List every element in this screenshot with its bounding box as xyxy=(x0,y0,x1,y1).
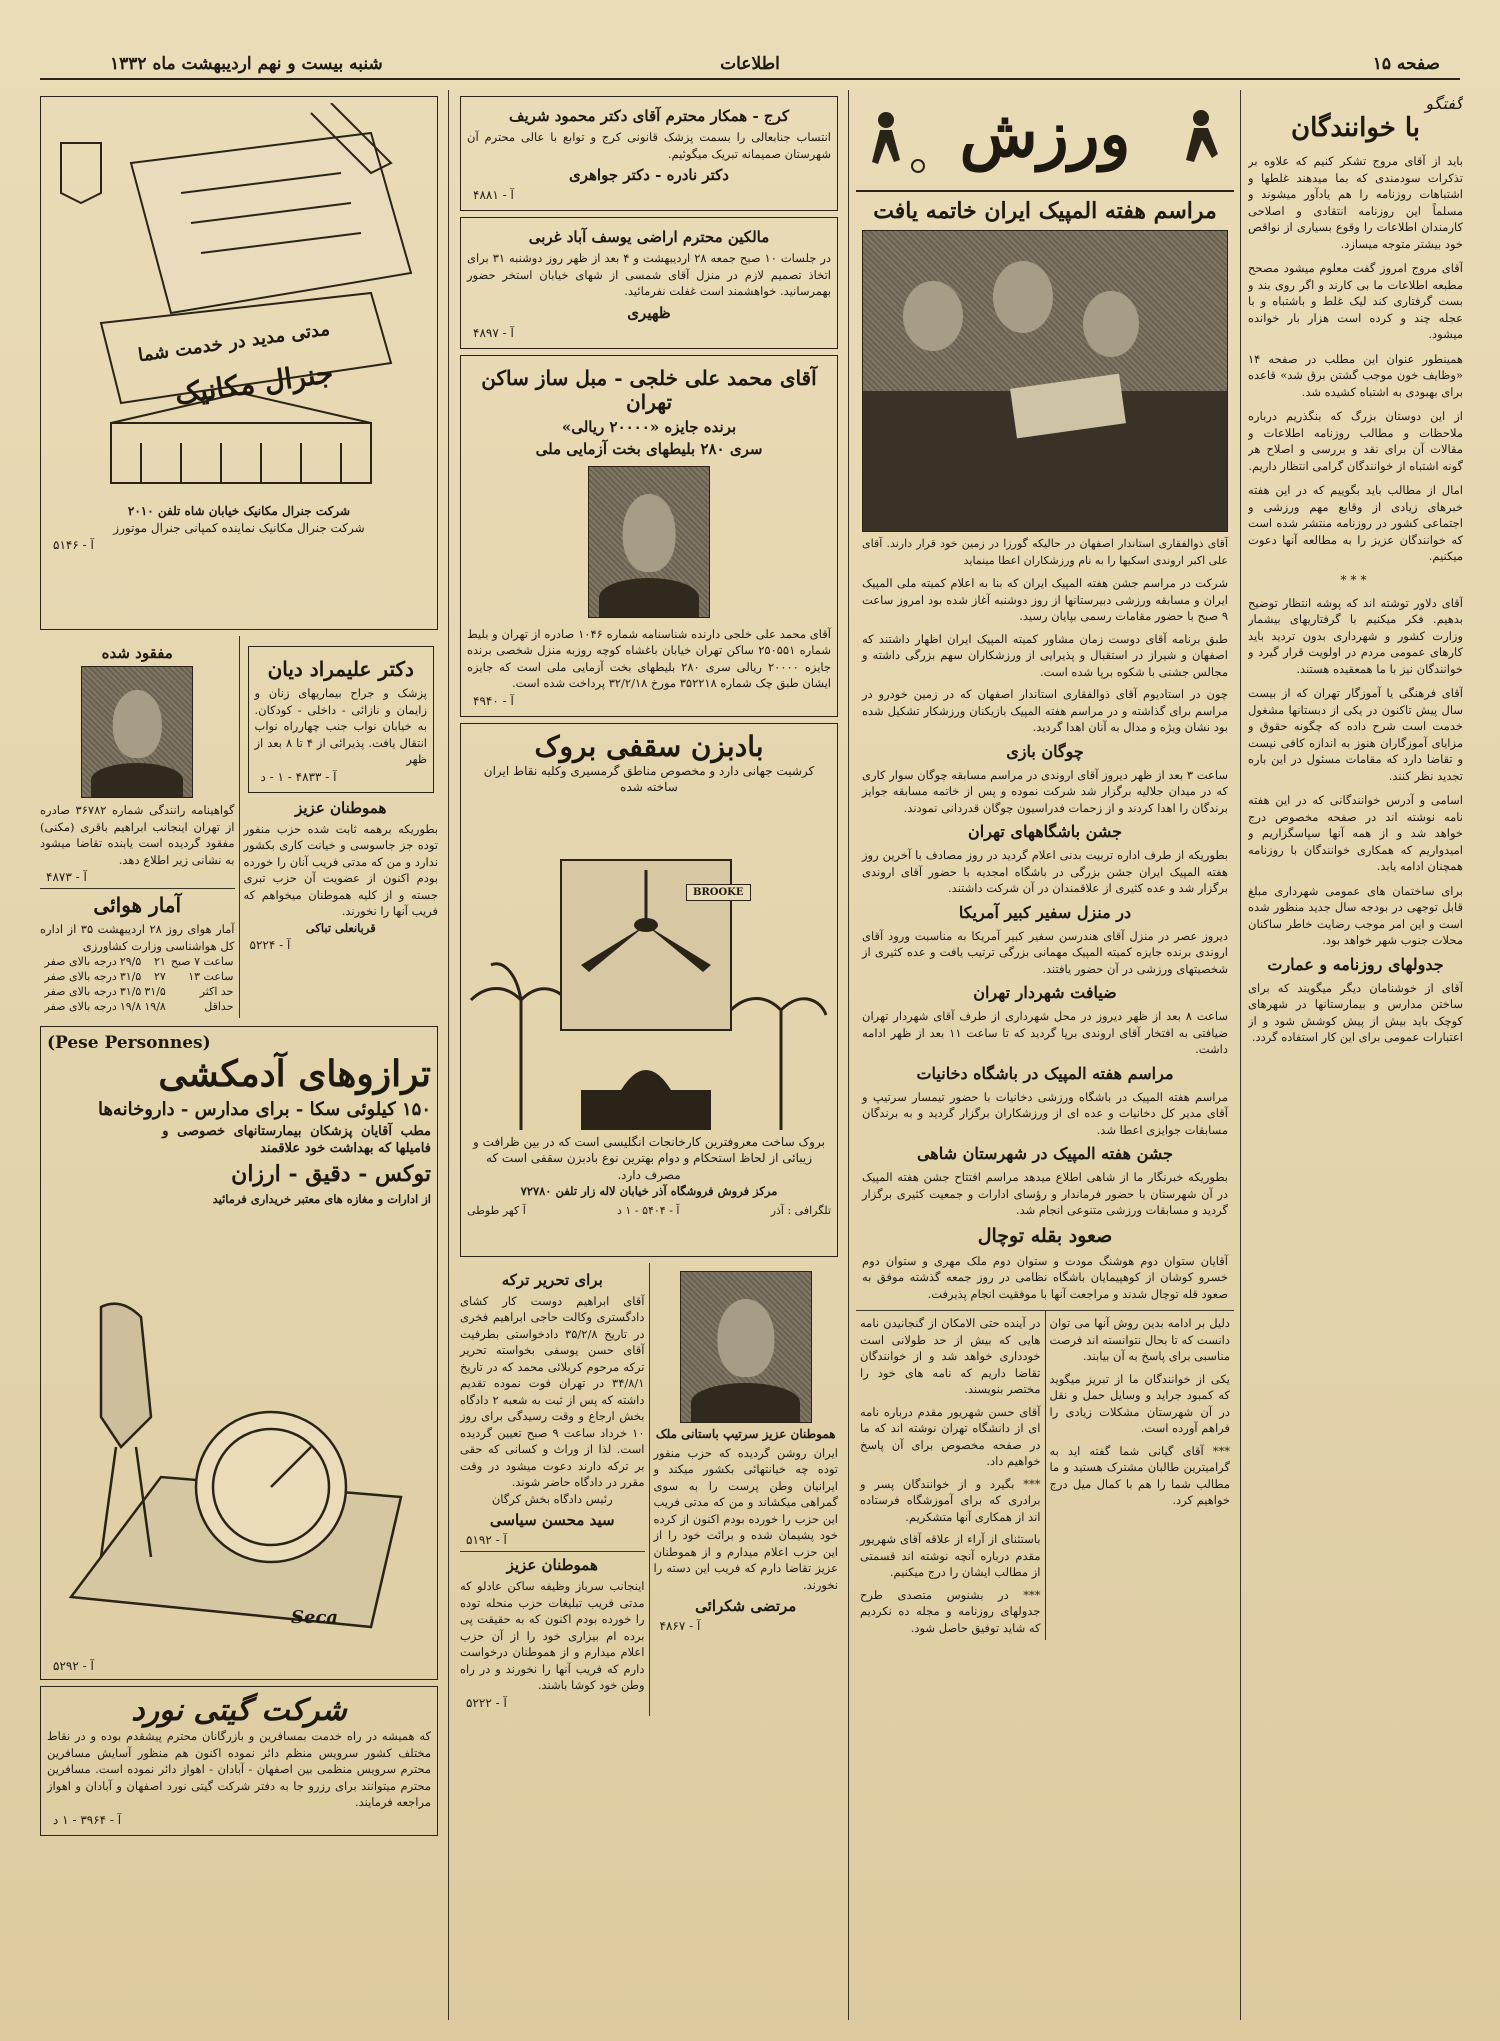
landowners-notice xyxy=(460,217,838,349)
readers-continued xyxy=(856,1310,1234,1640)
weather-cell: درجه بالای صفر xyxy=(44,970,117,983)
readers-continued-paragraph: باستثنای از آراء از علاقه آقای شهریور مقدم درباره آنچه نوشته اند قسمتی از مطالب ایشان را درج میکنیم. xyxy=(860,1532,1041,1579)
olympic-ceremony-photo xyxy=(862,230,1228,532)
weather-cell: ساعت ۱۳ xyxy=(188,970,234,983)
compatriots-text: اینجانب سرباز وظیفه ساکن عادلو که مدتی فریب تبلیغات حزب منحله توده را خورده بودم اکنون که به حقیقت پی برده ام بیزاری خود را از آن حزب اعلام میدارم و از هموطنان درخواست دارم که فریب آنها را نخورند و در راه وطن خود کوشا باشند. xyxy=(460,1579,645,1692)
repentance-notice xyxy=(649,1263,843,1716)
sports-subheading: در منزل سفیر کبیر آمریکا xyxy=(958,902,1132,922)
scale-ad-line2: مطب آقایان پزشکان بیمارستانهای خصوصی و فامیلها که بهداشت خود علاقمند xyxy=(162,1124,431,1156)
ad-reference: آ - ۴۸۷۳ xyxy=(46,870,87,884)
ceiling-fan-ad xyxy=(460,723,838,1257)
newspaper-name: اطلاعات xyxy=(720,54,780,74)
weather-cell: ۳۱/۵ xyxy=(119,970,142,983)
scale-ad-title: ترازوهای آدمکشی xyxy=(158,1053,431,1095)
readers-paragraph: از این دوستان بزرگ که بنگذریم درباره ملاحظات و مطالب روزنامه اطلاعات و مقالات آن برای نقد و بررسی و اصلاح هر گونه اشتباه از خوانندگان گرامی انتظار داریم. xyxy=(1248,409,1463,473)
scale-ad-line3: توکس - دقیق - ارزان xyxy=(231,1161,431,1187)
lost-title: مفقود شده xyxy=(101,644,173,662)
compatriots-signature: قربانعلی تباکی xyxy=(305,920,376,935)
ad-reference: آ - ۵۲۹۲ xyxy=(53,1659,94,1673)
repentance-text: ایران روشن گردیده که حزب منفور توده چه خیانتهائی بکشور میکند و ایرانیان وطن پرست را به سوی گمراهی میکشاند و من که مدتی فریب این حزب را خورده بودم اکنون از کرده خود پشیمان شده و برائت خود را از این حزب اعلام میدارم و از هموطنان عزیز تقاضا دارم که فریب این دسته را نخورند. xyxy=(653,1445,838,1592)
estate-signature: سید محسن سیاسی xyxy=(489,1511,615,1529)
readers-column xyxy=(1248,90,1463,2020)
fan-ad-telegraph: تلگرافی : آذر xyxy=(770,1203,831,1217)
sports-paragraph: طبق برنامه آقای دوست زمان مشاور کمیته المپیک ایران اظهار داشتند که اصفهان و شیراز در استقبال و پذیرایی از ورزشکاران سهم بزرگی داشته و مجالس جشنی با شکوه برپا شده است. xyxy=(862,631,1228,679)
sports-subheading: جشن باشگاههای تهران xyxy=(968,822,1122,841)
middle-column xyxy=(456,90,842,2020)
gity-text: که همیشه در راه خدمت بمسافرین و بازرگانان محترم پیشقدم بوده و در نقاط مختلف کشور سرویس منظم دائر نموده اکنون هم منظور آسایش مسافرین محترم سرویس منظمی بین اصفهان - آبادان - اهواز دائر نموده است. مسافرین محترم میتوانند برای رزرو جا به دفتر شرکت گیتی نورد اصفهان و آبادان و اهواز مراجعه فرمایند. xyxy=(47,1729,431,1809)
lottery-prize: برنده جایزه «۲۰۰۰۰ ریالی» xyxy=(561,417,737,436)
readers-continued-paragraph: *** آقای گیانی شما گفته اید به گرامیترین طالبان مشترک هستید و ما مطالب شما را هم با کمال میل درج خواهیم کرد. xyxy=(1049,1443,1230,1507)
doctor-name: دکتر علیمراد دیان xyxy=(267,657,414,681)
gm-ad-agency: شرکت جنرال مکانیک نماینده کمپانی جنرال موتورز xyxy=(113,520,365,535)
estate-text: آقای ابراهیم دوست کار کشای دادگستری وکالت حاجی ابراهیم فخری در تاریخ ۳۵/۲/۸ دادخواستی بطرفیت آقای حسن یوسفی بخواسته تحریر ترکه مرحوم کربلائی محمد که در تاریخ ۳۴/۸/۱ در تهران فوت نموده تقدیم داشته که پس از ثبت به شعبه ۲ دادگاه بخش ارجاع و وقت رسیدگی برای روز ۱۰ خرداد ساعت ۹ صبح تعیین گردیده است. لذا از وراث و کسانی که حقی بر ترکه دارند دعوت میشود در وقت مقرر در دادگاه حاضر شوند. xyxy=(460,1293,645,1489)
compatriots-title: هموطنان عزیز xyxy=(295,798,387,817)
sports-subheading: مراسم هفته المپیک در باشگاه دخانیات xyxy=(916,1063,1174,1083)
portrait-shoulders xyxy=(91,763,183,797)
portrait-face xyxy=(113,690,161,758)
fan-ad-illustration xyxy=(461,800,831,1130)
readers-paragraph: همینطور عنوان این مطلب در صفحه ۱۴ «وظایف خون موجب گشتن برق شد» قاعده برای بهبودی به اشتباه کشیده شد. xyxy=(1248,351,1463,399)
fan-ad-title: بادبزن سقفی بروک xyxy=(534,729,764,763)
gm-ad-illustration xyxy=(41,103,431,503)
weather-cell: حداقل xyxy=(204,1000,234,1013)
lottery-series: سری ۲۸۰ بلیطهای بخت آزمایی ملی xyxy=(535,439,763,458)
congratulation-notice xyxy=(460,96,838,211)
weather-row xyxy=(40,969,235,984)
photo-figure xyxy=(993,261,1053,333)
weather-cell: درجه بالای صفر xyxy=(44,985,117,998)
ads-row-1 xyxy=(36,636,442,1018)
sports-section-text: مراسم هفته المپیک در باشگاه ورزشی دخانیات با حضور تیمسار سرتیپ و آقای مدیر کل دخانیات و عده ای از ورزشکاران برگزار گردید و به برندگان مسابقات جوایزی اعطا شد. xyxy=(862,1089,1228,1137)
photo-figure xyxy=(903,281,963,351)
weather-table xyxy=(40,954,235,1014)
sports-headline: مراسم هفته المپیک ایران خاتمه یافت xyxy=(873,198,1217,224)
readers-paragraph: آقای از خوشنامان دیگر میگویند که برای ساختن مدارس و بیمارستانها در شهرهای کوچک باید بیش از پیش کوشش شود و از اعتبارات عمومی برای این کار استفاده گردد. xyxy=(1248,980,1463,1044)
sports-subheading: ضیافت شهردار تهران xyxy=(973,983,1117,1002)
sports-section-text: بطوریکه خبرنگار ما از شاهی اطلاع میدهد مراسم افتتاح جشن هفته المپیک در آن شهرستان با حضور فرماندار و رؤسای ادارات و جمعیت کثیری برگزار گردید و مسابقات ورزشی متنوعی انجام شد. xyxy=(862,1170,1228,1217)
ad-reference: آ - ۴۸۹۷ xyxy=(473,325,514,340)
estate-sig-title: رئیس دادگاه بخش کرگان xyxy=(491,1491,613,1506)
weather-cell: درجه بالای صفر xyxy=(44,1000,117,1013)
readers-continued-paragraph: *** بگیرد و از خوانندگان پسر و برادری که برای آموزشگاه فرستاده اند از همکاری آنها متشکریم. xyxy=(860,1476,1041,1524)
ads-row-1-left xyxy=(36,636,239,1018)
lottery-caption: آقای محمد علی خلجی دارنده شناسنامه شماره ۱۰۴۶ صادره از تهران و بلیط شماره ۲۵۰۵۵۱ ساکن تهران خیابان باغشاه کوچه روزبه منزل شخصی برنده جایزه ۲۰۰۰۰ ریالی سری ۲۸۰ بلیطهای بخت آزمایی ملی است که جایزه ایشان طبق چک شماره ۳۵۲۲۱۸ مورخ ۳۲/۲/۱۸ پرداخت شده است. xyxy=(467,626,832,690)
sports-section-text: ساعت ۳ بعد از ظهر دیروز آقای اروندی در مراسم مسابقه چوگان سوار کاری که در میدان جلالیه برگزار شد شرکت نموده و پس از خاتمه مسابقه جوایز برندگان را اهدا کردند و از زحمات فدراسیون چوگان قدردانی نمودند. xyxy=(862,767,1228,815)
weather-cell: ۲۷ xyxy=(153,970,166,983)
photo-figure xyxy=(1083,291,1139,357)
sports-section-text: دیروز عصر در منزل آقای هندرسن سفیر کبیر آمریکا به مناسبت ورود آقای اروندی برنده جایزه کمیته المپیک مهمانی بزرگی ترتیب یافت و عده کثیری از شخصیتهای ورزشی در آن حضور یافتند. xyxy=(862,928,1228,976)
column-rule xyxy=(448,90,449,2020)
repentance-signature: مرتضی شکرائی xyxy=(695,1597,797,1615)
scale-ad-illustration xyxy=(41,1297,431,1657)
sports-banner xyxy=(856,90,1234,192)
ad-reference: آ - ۴۸۶۷ xyxy=(659,1619,701,1633)
readers-paragraph: اسامی و آدرس خوانندگانی که در این هفته نامه نوشته اند در صفحه مخصوص درج خواهد شد و از همه آنها سپاسگزاریم و امیدواریم که همکاری خوانندگان با روزنامه همچنان ادامه یابد. xyxy=(1248,793,1463,873)
weather-cell: ۳۱/۵ xyxy=(119,985,142,998)
sports-section-text: آقایان ستوان دوم هوشنگ مودت و ستوان دوم ملک مهری و ستوان دوم خسرو کوشان از کوهپیمایان باشگاه نظامی در روز جمعه گذشته موفق به صعود قله توچال شدند و مراجعت آنها با موفقیت انجام پذیرفت. xyxy=(862,1253,1228,1301)
sports-section-text: بطوریکه از طرف اداره تربیت بدنی اعلام گردید در روز مصادف با آخرین روز هفته المپیک ایران جشن بزرگی در باشگاه امجدیه با حضور آقای اروندی برگزار شد و عده کثیری از علاقمندان در آن شرکت داشتند. xyxy=(862,848,1228,895)
weather-cell: درجه بالای صفر xyxy=(44,955,117,968)
notice-signature: دکتر نادره - دکتر جواهری xyxy=(568,166,729,184)
readers-continued-right xyxy=(1045,1311,1235,1640)
compatriots-title: هموطنان عزیز xyxy=(460,1551,645,1574)
sports-photo-caption: آقای ذوالفقاری استاندار اصفهان در حالیکه گورزا در زمین خود قرار دارند. آقای علی اکبر اروندی اسکیها را به نام ورزشکاران اعطا مینماید xyxy=(862,537,1228,567)
page-number: صفحه ۱۵ xyxy=(1372,54,1440,74)
ad-reference: آ - ۵۱۴۶ xyxy=(53,538,94,552)
weather-row xyxy=(40,984,235,999)
notice-title: کرج - همکار محترم آقای دکتر محمود شریف xyxy=(508,107,789,125)
notice-text: انتساب جنابعالی را بسمت پزشک قانونی کرج و توابع با عالی محترم آن شهرستان صمیمانه تبریک میگوئیم. xyxy=(467,130,831,161)
sports-section-text: ساعت ۸ بعد از ظهر دیروز در محل شهرداری از طرف آقای شهردار تهران ضیافتی به افتخار آقای اروندی برپا گردید که تا ساعت ۱۱ بعد از ظهر ادامه داشت. xyxy=(862,1009,1228,1056)
lost-text: گواهینامه رانندگی شماره ۳۶۷۸۲ صادره از تهران اینجانب ابراهیم باقری (مکنی) مفقود گردیده است یابنده تقاضا میشود به نشانی زیر اطلاع دهد. xyxy=(40,803,235,867)
readers-paragraph: امال از مطالب باید بگوییم که در این هفته خبرهای زیادی از وقایع مهم ورزشی و اجتماعی کشور در روزنامه منتشر شده است که خوانندگان عزیز را به مطالعه آنها دعوت میکنیم. xyxy=(1248,483,1463,563)
readers-subheading: جدولهای روزنامه و عمارت xyxy=(1267,954,1444,974)
scale-ad-line4: از ادارات و مغازه های معتبر خریداری فرمائید xyxy=(212,1192,431,1206)
fan-ad-note: آ کهر طوطی xyxy=(467,1203,526,1217)
ad-reference: آ - ۵۱۹۲ xyxy=(466,1533,507,1547)
readers-continued-paragraph: *** در بشنوس متصدی طرح جدولهای روزنامه و مجله ده نکردیم که شاید توفیق حاصل شود. xyxy=(860,1587,1041,1635)
estate-title: برای تحریر ترکه xyxy=(501,1270,603,1289)
lottery-title: آقای محمد علی خلجی - مبل ساز ساکن تهران xyxy=(481,365,817,414)
portrait-shoulders xyxy=(691,1383,800,1422)
ad-reference: آ - ۵۴۰۴ - ۱ د xyxy=(617,1203,680,1217)
weather-row xyxy=(40,999,235,1014)
ads-row-1-right xyxy=(239,636,443,1018)
gity-nord-ad xyxy=(40,1686,438,1836)
ad-reference: آ - ۴۹۴۰ xyxy=(473,693,514,708)
column-rule xyxy=(848,90,849,2020)
readers-continued-left xyxy=(856,1311,1045,1640)
lottery-winner-portrait xyxy=(588,466,710,618)
weather-cell: ۲۱ xyxy=(153,955,166,968)
readers-continued-paragraph: دلیل بر ادامه بدین روش آنها می توان دانست که تا بحال نتوانسته اند فرصت مناسبی برای پاسخ به آن بیابند. xyxy=(1049,1316,1230,1363)
fan-ad-dealer: مرکز فروش فروشگاه آذر خیابان لاله زار تلفن ۷۲۷۸۰ xyxy=(520,1184,778,1198)
doctor-ad xyxy=(248,646,435,793)
sports-paragraph: شرکت در مراسم جشن هفته المپیک ایران که بنا به اعلام کمیته ملی المپیک ایران و مسابقه ورزشی دبیرستانها از روز دوشنبه آغاز شده بود امروز ساعت ۹ صبح با حضور مقامات رسمی بپایان رسید. xyxy=(862,576,1228,623)
middle-bottom-row xyxy=(456,1263,842,1716)
scale-ad-en-title: (Pese Personnes) xyxy=(47,1033,211,1053)
readers-paragraph: برای ساختمان های عمومی شهرداری مبلغ قابل توجهی در بودجه سال جدید منظور شده است و این امر موجب رضایت خاطر ساکنان محلات جنوب شهر خواهد بود. xyxy=(1248,883,1463,947)
fan-ad-footer xyxy=(467,1204,831,1217)
readers-heading: با خوانندگان xyxy=(1290,113,1421,143)
fan-brand-badge: BROOKE xyxy=(686,884,751,901)
portrait-face xyxy=(717,1299,774,1377)
readers-continued-paragraph: آقای حسن شهریور مقدم درباره نامه ای از دانشگاه تهران نوشته اند که ما در صفحه مخصوص برای آن پاسخ خواهیم داد. xyxy=(860,1404,1041,1468)
sports-subheading: صعود بقله توچال xyxy=(977,1224,1113,1247)
ad-reference: آ - ۳۹۶۴ - ۱ د xyxy=(53,1812,122,1827)
masthead xyxy=(40,52,1460,80)
sports-subheading: جشن هفته المپیک در شهرستان شاهی xyxy=(916,1144,1174,1163)
weather-cell: ۲۹/۵ xyxy=(119,955,142,968)
ad-reference: آ - ۴۸۳۳ - ۱ - د xyxy=(260,769,337,784)
portrait-face xyxy=(623,494,676,572)
lost-portrait xyxy=(81,666,193,798)
sports-column xyxy=(856,90,1234,2020)
scale-ad-line1: ۱۵۰ کیلوئی سکا - برای مدارس - داروخانه‌ها xyxy=(97,1099,431,1120)
weather-cell: ۳۱/۵ xyxy=(144,985,166,998)
readers-paragraph: آقای دلاور توشته اند که پوشه انتظار توضیح بدهیم. فکر میکنیم با گرفتاریهای بیشمار وزارت کشور و شهرداری بدون تردید باید کارهای عمومی مردم در اولویت قرار گیرد و خوانندگان نیز با ما همعقیده هستند. xyxy=(1248,595,1463,676)
scale-brand-badge: Seca xyxy=(291,1607,339,1628)
weather-intro: آمار هوای روز ۲۸ اردیبهشت ۳۵ از اداره کل هواشناسی وزارت کشاورزی xyxy=(40,922,235,953)
readers-paragraph: آقای مروج امروز گفت معلوم میشود مصحح مطبعه اطلاعات ما بی کارند و اگر روی بند و بست گرفتاری کند لیک غلط و باشتباه و با عجله چند و کرده است هزار بار خوانده میشود. xyxy=(1248,261,1463,341)
fan-ad-text: بروک ساخت معروفترین کارخانجات انگلیسی است که در بین ظرافت و زیبائی از لحاظ استحکام و دوام بهترین نوع بادبزن سقفی است که مصرف دارد. xyxy=(473,1134,825,1182)
estate-notice xyxy=(456,1263,649,1716)
notice-text: در جلسات ۱۰ صبح جمعه ۲۸ اردیبهشت و ۴ بعد از ظهر روز دوشنبه ۳۱ برای اتخاذ تصمیم لازم در منزل آقای شمسی از شهای خیابان استخر حضور بهمرسانید. خواهشمند است غفلت نفرمائید. xyxy=(467,251,831,298)
repentance-portrait xyxy=(680,1271,812,1423)
dateline: شنبه بیست و نهم اردیبهشت ماه ۱۳۳۲ xyxy=(110,54,383,74)
readers-continued-paragraph: در آینده حتی الامکان از گنجانیدن نامه هایی که بیش از حد طولانی است خودداری خواهد شد و از خوانندگان تقاضا داریم که نامه های خود را مختصر بنویسند. xyxy=(860,1316,1041,1396)
notice-signature: ظهیری xyxy=(627,303,671,322)
gm-ad-banner: مدتی مدید در خدمت شما xyxy=(136,318,332,367)
doctor-text: پزشک و جراح بیماریهای زنان و زایمان و نازائی - داخلی - کودکان. به خیابان نواب جنب چهارراه نواب انتقال یافت. پذیرائی از ۴ تا ۸ بعد از ظهر xyxy=(254,686,427,766)
compatriots-text: بطوریکه برهمه ثابت شده حزب منفور توده جز جاسوسی و خیانت کاری بکشور ندارد و من که مدتی فریب آنان را خورده بودم اکنون از عضویت آن حزب تبری جسته و از کلیه هموطنان میخواهم که فریب آنها را نخورند. xyxy=(243,821,438,918)
gity-title: شرکت گیتی نورد xyxy=(131,1693,347,1728)
portrait-shoulders xyxy=(599,578,700,617)
readers-continued-paragraph: یکی از خوانندگان ما از تبریز میگوید که کمبود جراید و وسایل حمل و نقل در آن شهرستان مشکلات زیادی را فراهم آورده است. xyxy=(1049,1371,1230,1435)
ads-column xyxy=(36,90,442,2020)
repentance-caption: هموطنان عزیز سرتیپ باستانی ملک xyxy=(655,1426,836,1441)
separator-stars: *** xyxy=(1340,572,1371,587)
weather-cell: حد اکثر xyxy=(199,985,234,998)
lottery-winner-notice xyxy=(460,355,838,717)
weather-cell: ۱۹/۸ xyxy=(119,1000,142,1013)
weather-cell: ساعت ۷ صبح xyxy=(170,955,234,968)
ad-reference: آ - ۵۲۲۴ xyxy=(249,938,291,952)
gm-ad-address: شرکت جنرال مکانیک خیابان شاه تلفن ۲۰۱۰ xyxy=(127,504,351,518)
weather-row xyxy=(40,954,235,969)
sports-banner-title: ورزش xyxy=(959,97,1131,172)
readers-paragraph: آقای فرهنگی یا آموزگار تهران که از بیست سال پیش تاکنون در یکی از دبستانها مشغول خدمت است شرح داده که چگونه حقوق و مزایای آموزگاران هنوز به اندازه کافی نیست و تقاضا دارد که مقامات مسئول در این باره تجدید نظر کنند. xyxy=(1248,686,1463,783)
column-rule xyxy=(1240,90,1241,2020)
sports-paragraph: چون در استادیوم آقای ذوالفقاری استاندار اصفهان که در زمین خودرو در مراسم برای گذاشته و در مراسم هفته المپیک بازیکنان ورزشکار تشکیل شده بود نشان ویژه و مدال به آنان اهدا گردید. xyxy=(862,687,1228,734)
gm-ad-company: جنرال مکانیک xyxy=(172,356,336,411)
weather-cell: ۱۹/۸ xyxy=(144,1000,166,1013)
ad-reference: آ - ۵۲۲۲ xyxy=(466,1695,507,1710)
scale-ad xyxy=(40,1026,438,1680)
general-mechanic-ad xyxy=(40,96,438,630)
notice-title: مالکین محترم اراضی یوسف آباد غربی xyxy=(528,228,770,246)
weather-title: آمار هوائی xyxy=(40,888,235,917)
readers-paragraph: باید از آقای مروج تشکر کنیم که علاوه بر تذکرات سودمندی که بما میدهند غلطها و اشتباهات روزنامه را هم یادآور میشوند و مسلماً این روزنامه انتقادی و اصلاحی کارمندان اطلاعات را وقوع بسیاری از نواقص خود بیشتر متوجه میسازد. xyxy=(1248,154,1463,251)
readers-kicker: گفتگو xyxy=(1425,94,1463,113)
sports-subheading: چوگان بازی xyxy=(1006,741,1084,761)
ad-reference: آ - ۴۸۸۱ xyxy=(473,188,514,202)
fan-ad-subtitle: کرشیت جهانی دارد و مخصوص مناطق گرمسیری وکلیه نقاط ایران ساخته شده xyxy=(483,763,815,794)
